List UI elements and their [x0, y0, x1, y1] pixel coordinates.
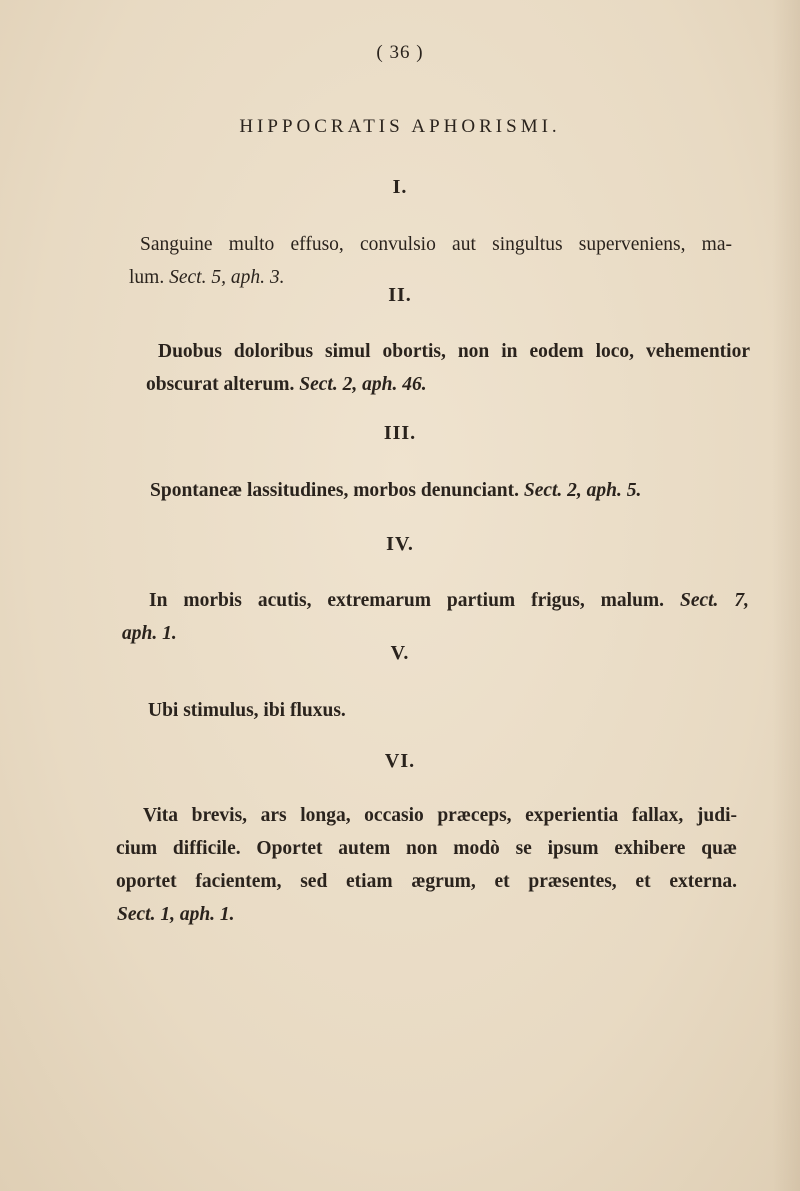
aphorism-4-numeral: IV.: [386, 533, 414, 555]
aphorism-3-reference: Sect. 2, aph. 5.: [523, 480, 642, 501]
aphorism-5-line-1: Ubi stimulus, ibi fluxus.: [148, 700, 346, 721]
aphorism-1-reference: Sect. 5, aph. 3.: [169, 267, 285, 288]
aphorism-6-line-4: [117, 898, 737, 931]
aphorism-6-line-2: cium difficile. Oportet autem non modò se ipsum exhibere quæ: [116, 838, 737, 859]
aphorism-6-line-3: oportet facientem, sed etiam ægrum, et præsentes, et externa.: [116, 871, 737, 892]
aphorism-4-reference-cont: aph. 1.: [122, 623, 177, 644]
aphorism-5-text: [148, 694, 648, 727]
aphorism-2-numeral: II.: [388, 284, 412, 306]
aphorism-1-line-2-text: lum.: [129, 267, 170, 288]
aphorism-2-line-1: Duobus doloribus simul obortis, non in eodem loco, vehementior: [158, 341, 750, 362]
aphorism-2-text: [146, 335, 750, 401]
aphorism-6-text: [116, 799, 737, 931]
aphorism-6-numeral: VI.: [384, 750, 416, 772]
aphorism-3-line-1: [150, 474, 720, 507]
aphorism-6-reference: Sect. 1, aph. 1.: [117, 904, 235, 925]
aphorism-2-line-2: [146, 368, 750, 401]
aphorism-4-line-1: [149, 584, 749, 617]
aphorism-4-reference: Sect. 7,: [679, 590, 749, 611]
aphorism-6-line-1: Vita brevis, ars longa, occasio præceps, experientia fallax, judi-: [143, 805, 737, 826]
aphorism-2-reference: Sect. 2, aph. 46.: [299, 374, 427, 395]
aphorism-4-text: [122, 584, 749, 650]
aphorism-3-text: [150, 474, 720, 507]
page-number: ( 36 ): [376, 42, 424, 63]
aphorism-3-numeral: III.: [383, 422, 417, 444]
aphorism-4-line-1-text: In morbis acutis, extremarum partium frigus, malum.: [149, 590, 680, 611]
aphorism-1-line-1: Sanguine multo effuso, convulsio aut singultus superveniens, ma-: [140, 234, 732, 255]
page-title: HIPPOCRATIS APHORISMI.: [239, 116, 561, 137]
aphorism-5-numeral: V.: [390, 642, 410, 664]
aphorism-3-line-1-text: Spontaneæ lassitudines, morbos denunciant.: [150, 480, 524, 501]
aphorism-2-line-2-text: obscurat alterum.: [146, 374, 300, 395]
aphorism-1-numeral: I.: [392, 176, 408, 198]
